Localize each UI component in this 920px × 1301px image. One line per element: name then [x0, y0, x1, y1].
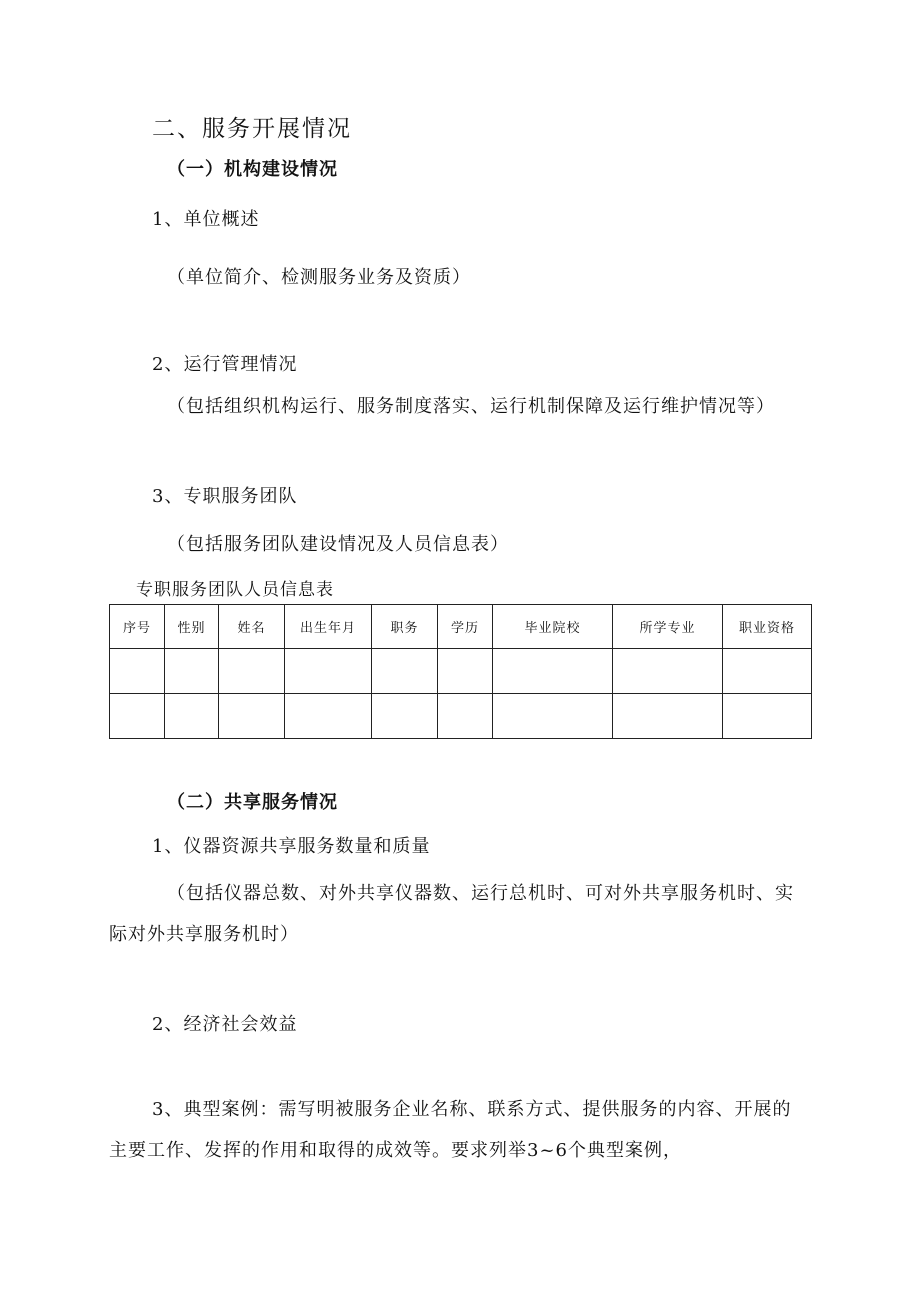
header-cell: 性别	[165, 605, 219, 649]
table-cell	[723, 694, 812, 739]
table-cell	[438, 649, 493, 694]
header-cell: 职务	[372, 605, 438, 649]
table-cell	[723, 649, 812, 694]
part1-heading: （一）机构建设情况	[167, 159, 338, 180]
part2-heading: （二）共享服务情况	[167, 792, 338, 813]
table-cell	[165, 694, 219, 739]
table-cell	[110, 649, 165, 694]
table-cell	[219, 694, 285, 739]
table-cell	[372, 694, 438, 739]
part2-item3-line2: 主要工作、发挥的作用和取得的成效等。要求列举3~6个典型案例，	[109, 1140, 682, 1161]
item2-title: 2、运行管理情况	[152, 354, 298, 375]
staff-info-table	[109, 604, 812, 739]
section-title: 二、服务开展情况	[152, 116, 352, 142]
item1-title: 1、单位概述	[152, 209, 260, 230]
header-cell: 序号	[110, 605, 165, 649]
table-cell	[110, 694, 165, 739]
item1-note: （单位简介、检测服务业务及资质）	[167, 267, 471, 288]
table-cell	[493, 694, 613, 739]
item3-title: 3、专职服务团队	[152, 486, 298, 507]
table-cell	[438, 694, 493, 739]
table-cell	[219, 649, 285, 694]
header-cell: 毕业院校	[493, 605, 613, 649]
part2-item1-note-line2: 际对外共享服务机时）	[109, 924, 299, 945]
part2-item1-note-line1: （包括仪器总数、对外共享仪器数、运行总机时、可对外共享服务机时、实	[167, 883, 794, 904]
header-cell: 职业资格	[723, 605, 812, 649]
table-cell	[613, 649, 723, 694]
table-cell	[493, 649, 613, 694]
part2-item2-title: 2、经济社会效益	[152, 1014, 298, 1035]
table-row	[110, 649, 812, 694]
table-caption: 专职服务团队人员信息表	[136, 580, 334, 600]
header-cell: 所学专业	[613, 605, 723, 649]
header-cell: 姓名	[219, 605, 285, 649]
table-cell	[285, 649, 372, 694]
table-cell	[613, 694, 723, 739]
table-row	[110, 694, 812, 739]
table-cell	[165, 649, 219, 694]
header-cell: 学历	[438, 605, 493, 649]
header-cell: 出生年月	[285, 605, 372, 649]
table-cell	[285, 694, 372, 739]
table-header-row	[110, 605, 812, 649]
part2-item3-line1: 3、典型案例：需写明被服务企业名称、联系方式、提供服务的内容、开展的	[152, 1099, 792, 1120]
table-cell	[372, 649, 438, 694]
item3-note: （包括服务团队建设情况及人员信息表）	[167, 534, 509, 555]
part2-item1-title: 1、仪器资源共享服务数量和质量	[152, 836, 431, 857]
item2-note: （包括组织机构运行、服务制度落实、运行机制保障及运行维护情况等）	[167, 396, 775, 417]
